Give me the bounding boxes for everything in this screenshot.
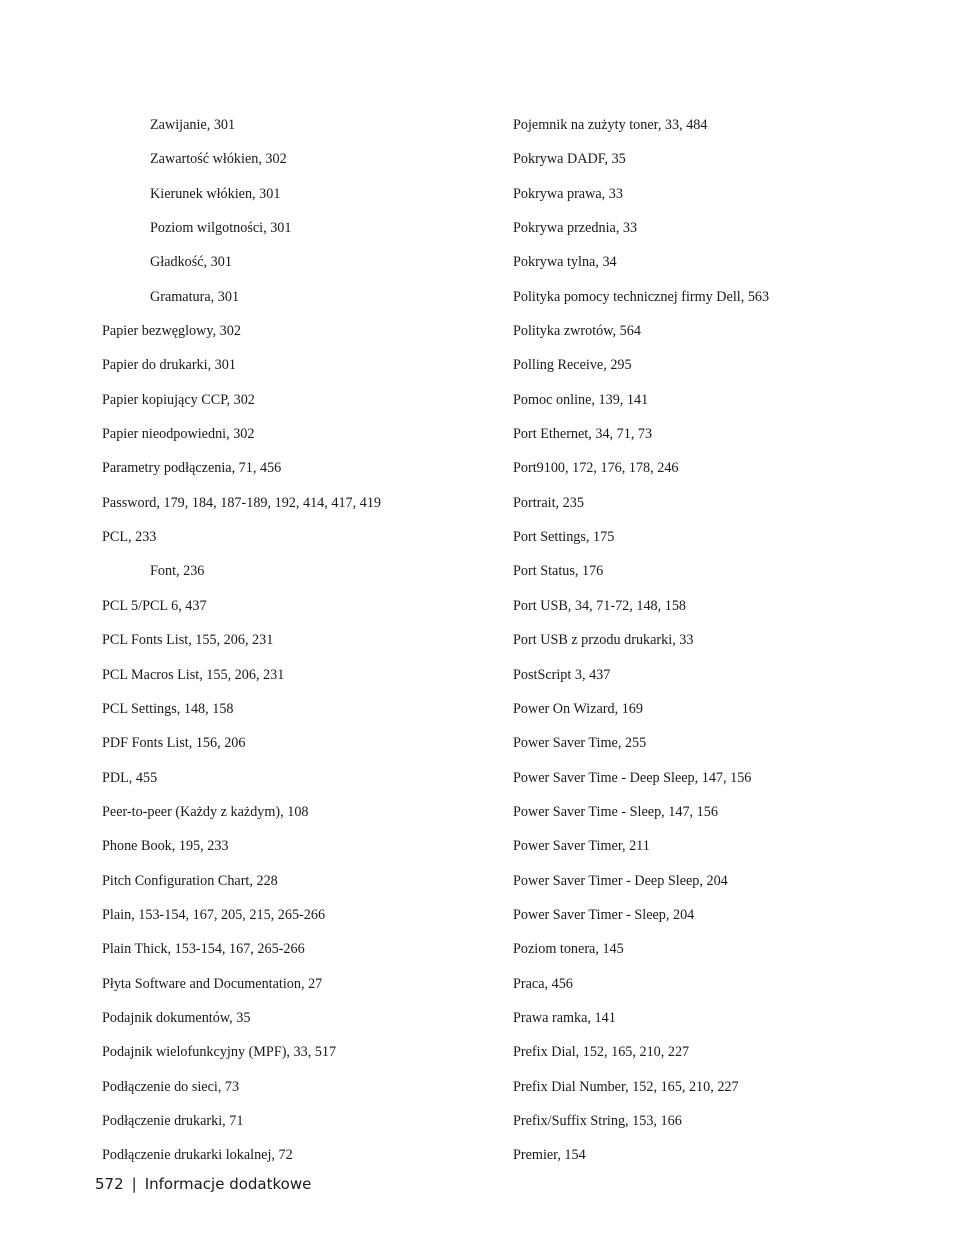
index-entry: Prefix Dial, 152, 165, 210, 227 [513,1044,690,1061]
index-subentry: Gramatura, 301 [150,288,240,305]
index-entry: Praca, 456 [513,975,573,992]
index-subentry: Poziom wilgotności, 301 [150,220,292,237]
index-entry: Port USB z przodu drukarki, 33 [513,632,694,649]
index-entry: Power Saver Timer - Deep Sleep, 204 [513,872,728,889]
page-number: 572 [95,1175,124,1193]
index-entry: Papier kopiujący CCP, 302 [102,391,255,408]
index-subentry: Zawijanie, 301 [150,117,236,133]
index-entry: Premier, 154 [513,1147,586,1164]
index-entry: Port9100, 172, 176, 178, 246 [513,460,679,477]
page-footer [95,1175,311,1193]
index-column-right [513,114,933,1179]
index-entry: Papier nieodpowiedni, 302 [102,426,255,443]
index-subentry: Gładkość, 301 [150,254,232,271]
index-entry: PCL 5/PCL 6, 437 [102,597,207,614]
index-entry: Port Ethernet, 34, 71, 73 [513,426,653,443]
index-entry: Płyta Software and Documentation, 27 [102,975,323,992]
index-entry: PCL Macros List, 155, 206, 231 [102,666,285,683]
index-subentry: Font, 236 [150,563,205,580]
index-entry: Polityka pomocy technicznej firmy Dell, 563 [513,288,770,305]
index-entry: Power Saver Time - Sleep, 147, 156 [513,803,718,820]
index-entry: Prefix/Suffix String, 153, 166 [513,1112,682,1129]
index-subentry: Zawartość włókien, 302 [150,151,287,168]
index-entry: Podłączenie do sieci, 73 [102,1078,240,1095]
index-entry: Portrait, 235 [513,494,584,511]
index-entry: PostScript 3, 437 [513,666,611,683]
index-entry: Power Saver Time, 255 [513,735,647,752]
index-entry: Power Saver Time - Deep Sleep, 147, 156 [513,769,752,786]
index-entry: Pomoc online, 139, 141 [513,391,649,408]
index-entry: PCL, 233 [102,529,157,546]
index-entry: Papier bezwęglowy, 302 [102,323,241,340]
index-entry: Polityka zwrotów, 564 [513,323,641,340]
index-entry: Power On Wizard, 169 [513,700,643,717]
index-entry: Port USB, 34, 71-72, 148, 158 [513,597,687,614]
index-entry: Pokrywa prawa, 33 [513,185,623,202]
index-entry: PCL Fonts List, 155, 206, 231 [102,632,274,649]
index-entry: Pojemnik na zużyty toner, 33, 484 [513,117,708,133]
index-entry: Port Settings, 175 [513,529,615,546]
index-entry: Password, 179, 184, 187-189, 192, 414, 417, 419 [102,494,382,511]
index-entry: Peer-to-peer (Każdy z każdym), 108 [102,803,309,820]
index-entry: Papier do drukarki, 301 [102,357,236,374]
index-entry: Pitch Configuration Chart, 228 [102,872,278,889]
index-entry: Parametry podłączenia, 71, 456 [102,460,282,477]
index-entry: PDL, 455 [102,769,158,786]
index-entry: Poziom tonera, 145 [513,941,624,958]
index-entry: PDF Fonts List, 156, 206 [102,735,246,752]
footer-separator: | [131,1175,137,1193]
index-entry: Prefix Dial Number, 152, 165, 210, 227 [513,1078,739,1095]
index-entry: Pokrywa DADF, 35 [513,151,626,168]
index-entry: Phone Book, 195, 233 [102,838,229,855]
index-entry: Pokrywa przednia, 33 [513,220,638,237]
index-subentry: Kierunek włókien, 301 [150,185,281,202]
index-entry: Power Saver Timer, 211 [513,838,650,855]
index-entry: Podajnik dokumentów, 35 [102,1009,251,1026]
index-entry: Power Saver Timer - Sleep, 204 [513,906,695,923]
index-entry: Plain, 153-154, 167, 205, 215, 265-266 [102,906,326,923]
index-entry: Prawa ramka, 141 [513,1009,616,1026]
index-entry: Plain Thick, 153-154, 167, 265-266 [102,941,305,958]
index-entry: PCL Settings, 148, 158 [102,700,234,717]
index-entry: Pokrywa tylna, 34 [513,254,617,271]
index-entry: Podłączenie drukarki lokalnej, 72 [102,1147,293,1164]
index-entry: Port Status, 176 [513,563,604,580]
footer-section-title: Informacje dodatkowe [144,1175,312,1193]
index-entry: Podajnik wielofunkcyjny (MPF), 33, 517 [102,1044,337,1061]
index-entry: Podłączenie drukarki, 71 [102,1112,244,1129]
index-entry: Polling Receive, 295 [513,357,632,374]
index-column-left [102,114,502,1179]
